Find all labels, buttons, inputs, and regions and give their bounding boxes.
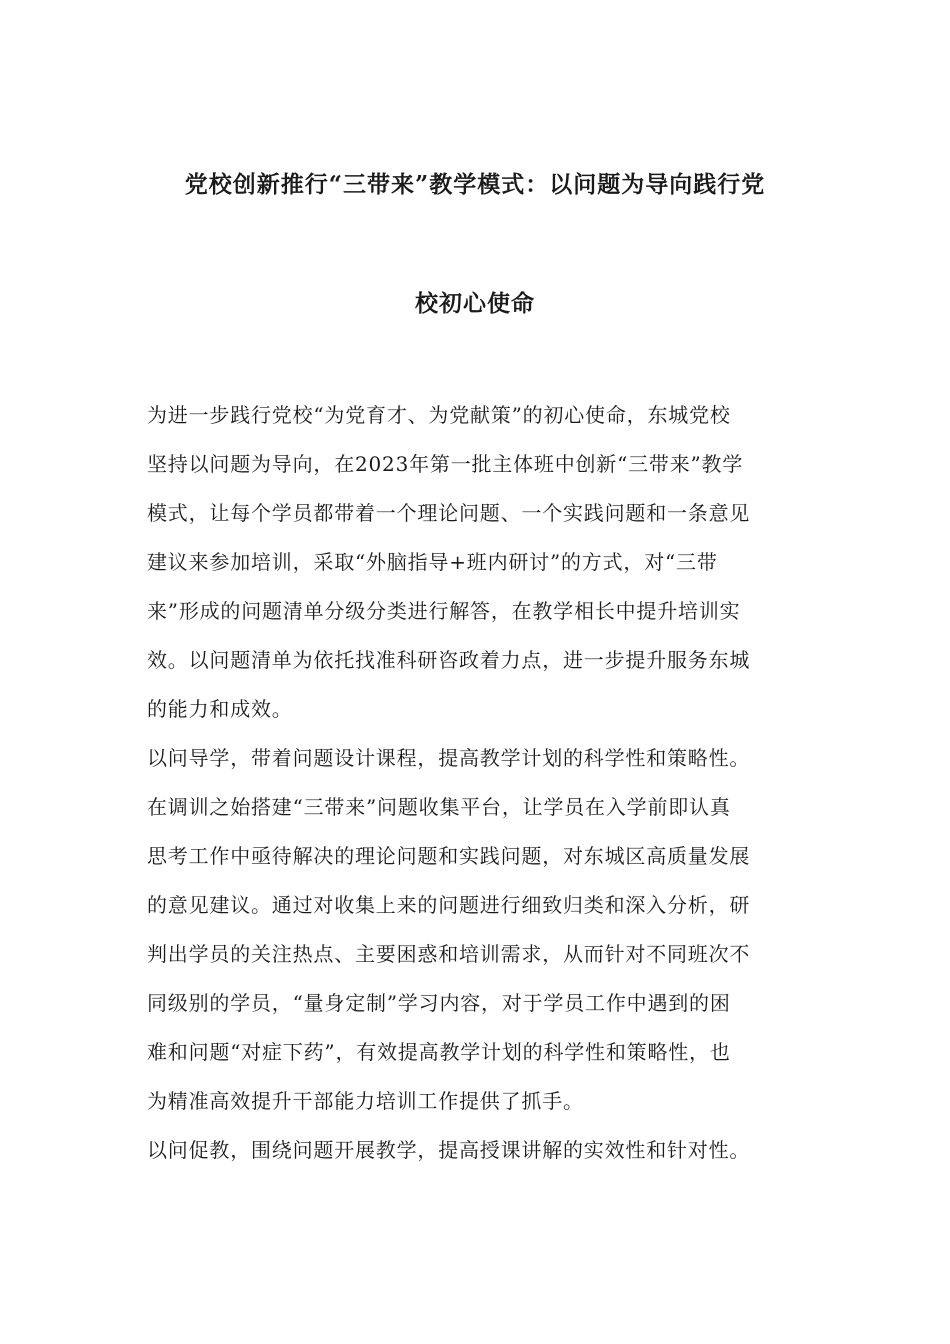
- paragraph-line: 在调训之始搭建“三带来”问题收集平台，让学员在入学前即认真: [147, 795, 731, 819]
- paragraph-line: 坚持以问题为导向，在2023年第一批主体班中创新“三带来”教学: [147, 452, 744, 476]
- paragraph-line: 判出学员的关注热点、主要困惑和培训需求，从而针对不同班次不: [147, 942, 751, 966]
- paragraph-line: 为进一步践行党校“为党育才、为党献策”的初心使命，东城党校: [147, 403, 731, 427]
- paragraph-line: 的意见建议。通过对收集上来的问题进行细致归类和深入分析，研: [147, 893, 751, 917]
- paragraph-line: 效。以问题清单为依托找准科研咨政着力点，进一步提升服务东城: [147, 648, 751, 672]
- paragraph-line: 为精准高效提升干部能力培训工作提供了抓手。: [147, 1089, 584, 1113]
- paragraph-line: 以问促教，围绕问题开展教学，提高授课讲解的实效性和针对性。: [147, 1138, 751, 1162]
- paragraph-line: 的能力和成效。: [147, 697, 293, 721]
- paragraph-line: 思考工作中亟待解决的理论问题和实践问题，对东城区高质量发展: [147, 844, 751, 868]
- paragraph-line: 难和问题“对症下药”，有效提高教学计划的科学性和策略性，也: [147, 1040, 731, 1064]
- paragraph-line: 来”形成的问题清单分级分类进行解答，在教学相长中提升培训实: [147, 599, 741, 623]
- document-title-line-1: 党校创新推行“三带来”教学模式：以问题为导向践行党: [184, 171, 766, 198]
- paragraph-line: 模式，让每个学员都带着一个理论问题、一个实践问题和一条意见: [147, 501, 751, 525]
- paragraph-line: 同级别的学员，“量身定制”学习内容，对于学员工作中遇到的困: [147, 991, 731, 1015]
- document-title-line-2: 校初心使命: [415, 290, 535, 317]
- paragraph-line: 建议来参加培训，采取“外脑指导+班内研讨”的方式，对“三带: [147, 550, 718, 574]
- paragraph-line: 以问导学，带着问题设计课程，提高教学计划的科学性和策略性。: [147, 746, 751, 770]
